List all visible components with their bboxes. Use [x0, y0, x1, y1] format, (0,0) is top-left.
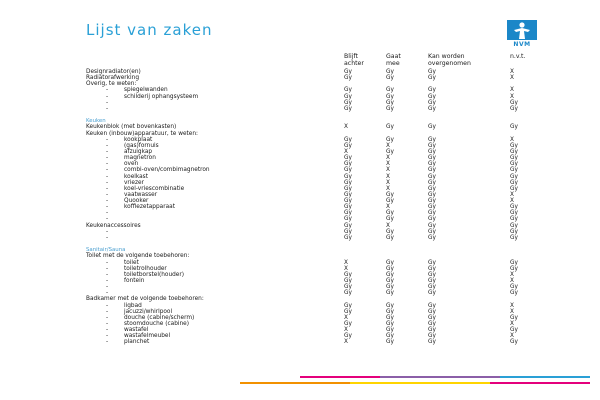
bullet-dash: - — [106, 234, 109, 241]
item-value: Gy — [386, 105, 394, 112]
item-value: Gy — [510, 99, 518, 106]
item-value: Gy — [386, 339, 394, 346]
item-value: Gy — [428, 320, 436, 327]
item-value: Gy — [344, 198, 352, 205]
item-value: Gy — [386, 228, 394, 235]
item-label: afzuigkap — [124, 148, 153, 155]
item-value: Gy — [386, 271, 394, 278]
item-value: Gy — [428, 339, 436, 346]
item-label: Designradiator(en) — [86, 69, 141, 75]
item-value: Gy — [386, 234, 394, 241]
item-value: Gy — [344, 69, 352, 75]
item-value: Gy — [428, 161, 436, 168]
item-value: Gy — [428, 308, 436, 315]
item-value: Gy — [344, 222, 352, 229]
item-label: Keukenaccessoires — [86, 222, 141, 229]
item-value: Gy — [344, 216, 352, 223]
item-value: Gy — [428, 93, 436, 100]
item-value: X — [344, 265, 348, 272]
item-value: Gy — [510, 124, 518, 131]
item-value: Gy — [344, 308, 352, 315]
bullet-dash: - — [106, 327, 109, 334]
item-label: magnetron — [124, 155, 156, 162]
item-value: Gy — [428, 191, 436, 198]
item-value: Gy — [510, 210, 518, 217]
item-value: Gy — [428, 142, 436, 149]
bullet-dash: - — [106, 155, 109, 162]
item-value: Gy — [428, 124, 436, 131]
item-value: Gy — [428, 99, 436, 106]
item-value: X — [386, 179, 390, 186]
item-value: Gy — [344, 136, 352, 143]
bullet-dash: - — [106, 204, 109, 211]
item-label: Badkamer met de volgende toebehoren: — [86, 296, 204, 303]
color-bar — [490, 382, 590, 384]
item-label: vriezer — [124, 179, 144, 186]
item-value: Gy — [344, 75, 352, 82]
item-value: Gy — [510, 314, 518, 321]
item-label: Keukenblok (met bovenkasten) — [86, 124, 177, 131]
item-label: (gas)fornuis — [124, 142, 159, 149]
item-value: Gy — [428, 234, 436, 241]
item-value: Gy — [428, 302, 436, 309]
item-value: Gy — [386, 75, 394, 82]
item-value: Gy — [428, 75, 436, 82]
item-value: X — [510, 302, 514, 309]
item-value: Gy — [428, 210, 436, 217]
item-value: Gy — [386, 333, 394, 340]
item-value: Gy — [428, 173, 436, 180]
item-value: Gy — [344, 99, 352, 106]
item-value: Gy — [510, 339, 518, 346]
item-value: Gy — [428, 198, 436, 205]
item-value: Gy — [344, 320, 352, 327]
item-value: Gy — [344, 271, 352, 278]
item-value: Gy — [386, 136, 394, 143]
bullet-dash: - — [106, 198, 109, 205]
item-value: Gy — [344, 191, 352, 198]
item-value: X — [510, 69, 514, 75]
color-bar — [350, 382, 490, 384]
color-bar — [500, 376, 590, 378]
item-label: koffiezetapparaat — [124, 204, 175, 211]
item-value: Gy — [344, 155, 352, 162]
item-value: Gy — [344, 284, 352, 291]
item-value: Gy — [386, 210, 394, 217]
item-value: Gy — [428, 204, 436, 211]
item-value: X — [386, 161, 390, 168]
item-value: Gy — [510, 142, 518, 149]
item-value: Gy — [386, 314, 394, 321]
item-value: Gy — [428, 105, 436, 112]
item-value: X — [510, 75, 514, 82]
item-value: Gy — [428, 136, 436, 143]
item-value: Gy — [344, 105, 352, 112]
item-value: Gy — [428, 222, 436, 229]
bullet-dash: - — [106, 136, 109, 143]
item-label: jacuzzi/whirlpool — [124, 308, 173, 315]
item-label: wastafelmeubel — [124, 333, 171, 340]
item-value: Gy — [510, 161, 518, 168]
item-value: Gy — [386, 327, 394, 334]
item-label: planchet — [124, 339, 150, 346]
item-value: Gy — [344, 210, 352, 217]
bullet-dash: - — [106, 93, 109, 100]
item-value: X — [344, 327, 348, 334]
item-value: X — [386, 204, 390, 211]
item-value: X — [386, 142, 390, 149]
item-value: Gy — [344, 204, 352, 211]
item-value: Gy — [344, 228, 352, 235]
item-value: Gy — [386, 124, 394, 131]
item-value: Gy — [510, 148, 518, 155]
bullet-dash: - — [106, 148, 109, 155]
item-value: X — [386, 222, 390, 229]
item-value: Gy — [428, 314, 436, 321]
item-value: Gy — [510, 204, 518, 211]
item-value: Gy — [428, 216, 436, 223]
item-value: Gy — [428, 228, 436, 235]
item-label: stoomdouche (cabine) — [124, 320, 189, 327]
item-value: Gy — [510, 216, 518, 223]
bullet-dash: - — [106, 167, 109, 174]
item-value: Gy — [344, 142, 352, 149]
bullet-dash: - — [106, 210, 109, 217]
item-value: Gy — [386, 284, 394, 291]
bullet-dash: - — [106, 216, 109, 223]
item-label: vaatwasser — [124, 191, 158, 198]
item-value: Gy — [386, 290, 394, 297]
item-value: X — [344, 314, 348, 321]
bullet-dash: - — [106, 185, 109, 192]
bullet-dash: - — [106, 271, 109, 278]
item-value: Gy — [428, 148, 436, 155]
item-label: koelkast — [124, 173, 148, 180]
item-value: Gy — [428, 327, 436, 334]
item-value: Gy — [386, 148, 394, 155]
item-value: Gy — [510, 222, 518, 229]
logo-text: NVM — [513, 41, 531, 48]
item-value: X — [510, 271, 514, 278]
section-heading: Keuken — [86, 117, 106, 124]
item-label: koel-vriescombinatie — [124, 185, 185, 192]
column-header: Kan worden overgenomen — [428, 53, 471, 68]
item-value: Gy — [386, 259, 394, 266]
nvm-logo — [507, 20, 537, 54]
bullet-dash: - — [106, 191, 109, 198]
item-value: X — [386, 173, 390, 180]
item-value: X — [510, 93, 514, 100]
item-value: Gy — [344, 278, 352, 284]
bullet-dash: - — [106, 320, 109, 327]
item-value: Gy — [510, 259, 518, 266]
item-value: X — [510, 333, 514, 340]
item-value: Gy — [428, 69, 436, 75]
item-value: Gy — [428, 259, 436, 266]
item-value: X — [344, 148, 348, 155]
item-value: Gy — [386, 308, 394, 315]
item-label: douche (cabine/scherm) — [124, 314, 195, 321]
item-label: spiegelwanden — [124, 87, 168, 94]
item-value: X — [510, 308, 514, 315]
item-value: Gy — [428, 179, 436, 186]
item-label: kookplaat — [124, 136, 153, 143]
section-heading: Sanitair/Sauna — [86, 247, 126, 254]
page-title: Lijst van zaken — [86, 21, 213, 39]
item-value: X — [510, 191, 514, 198]
item-value: Gy — [510, 327, 518, 334]
item-value: Gy — [510, 167, 518, 174]
item-value: Gy — [428, 271, 436, 278]
bullet-dash: - — [106, 99, 109, 106]
item-value: Gy — [344, 234, 352, 241]
color-bar — [300, 376, 380, 378]
bullet-dash: - — [106, 179, 109, 186]
item-value: Gy — [510, 290, 518, 297]
bullet-dash: - — [106, 339, 109, 346]
item-label: Radiatorafwerking — [86, 75, 140, 82]
bullet-dash: - — [106, 333, 109, 340]
item-value: Gy — [344, 333, 352, 340]
bullet-dash: - — [106, 314, 109, 321]
item-label: toiletrolhouder — [124, 265, 167, 272]
item-value: Gy — [510, 155, 518, 162]
bullet-dash: - — [106, 284, 109, 291]
item-value: Gy — [510, 228, 518, 235]
item-value: Gy — [386, 191, 394, 198]
item-value: Gy — [344, 93, 352, 100]
item-value: X — [386, 155, 390, 162]
item-label: toiletborstel(houder) — [124, 271, 185, 278]
bullet-dash: - — [106, 265, 109, 272]
item-value: Gy — [344, 185, 352, 192]
item-value: Gy — [428, 290, 436, 297]
item-value: X — [510, 278, 514, 284]
item-value: Gy — [386, 278, 394, 284]
bullet-dash: - — [106, 259, 109, 266]
item-value: Gy — [428, 167, 436, 174]
item-value: Gy — [510, 284, 518, 291]
item-value: Gy — [386, 87, 394, 94]
list-item — [86, 106, 536, 112]
color-bar — [380, 376, 500, 378]
item-label: Quooker — [124, 198, 149, 205]
bullet-dash: - — [106, 278, 109, 284]
item-label: Overig, te weten: — [86, 81, 137, 88]
item-value: Gy — [386, 93, 394, 100]
item-value: Gy — [510, 265, 518, 272]
item-value: Gy — [386, 216, 394, 223]
nvm-logo-icon — [507, 20, 537, 40]
item-value: Gy — [428, 333, 436, 340]
column-header: Gaat mee — [386, 53, 401, 68]
item-value: Gy — [386, 265, 394, 272]
item-label: schilderij ophangsysteem — [124, 93, 199, 100]
item-value: Gy — [344, 161, 352, 168]
item-value: Gy — [510, 185, 518, 192]
item-value: Gy — [386, 99, 394, 106]
item-label: wastafel — [124, 327, 149, 334]
item-value: Gy — [428, 87, 436, 94]
item-value: Gy — [344, 290, 352, 297]
list-item — [86, 235, 536, 241]
item-value: X — [510, 320, 514, 327]
item-value: Gy — [344, 87, 352, 94]
item-value: Gy — [428, 284, 436, 291]
item-label: ligbad — [124, 302, 142, 309]
item-value: X — [386, 185, 390, 192]
items-list — [86, 69, 536, 346]
item-value: Gy — [386, 198, 394, 205]
item-label: fontein — [124, 278, 145, 284]
item-value: X — [386, 167, 390, 174]
list-item — [86, 339, 536, 345]
item-label: toilet — [124, 259, 139, 266]
bullet-dash: - — [106, 161, 109, 168]
item-value: Gy — [344, 173, 352, 180]
bullet-dash: - — [106, 290, 109, 297]
bullet-dash: - — [106, 302, 109, 309]
item-value: Gy — [428, 278, 436, 284]
item-value: Gy — [510, 105, 518, 112]
bullet-dash: - — [106, 228, 109, 235]
item-value: Gy — [428, 185, 436, 192]
bullet-dash: - — [106, 142, 109, 149]
item-value: X — [344, 339, 348, 346]
item-value: X — [510, 87, 514, 94]
item-value: X — [344, 124, 348, 131]
item-value: X — [510, 136, 514, 143]
item-label: oven — [124, 161, 139, 168]
column-header: Blijft achter — [344, 53, 364, 68]
item-value: Gy — [344, 179, 352, 186]
column-header: n.v.t. — [510, 53, 526, 60]
item-value: X — [510, 198, 514, 205]
item-value: Gy — [386, 302, 394, 309]
bullet-dash: - — [106, 173, 109, 180]
item-value: Gy — [344, 302, 352, 309]
item-value: Gy — [386, 320, 394, 327]
item-value: Gy — [344, 167, 352, 174]
item-label: Keuken (inbouw)apparatuur, te weten: — [86, 130, 198, 137]
item-value: Gy — [386, 69, 394, 75]
item-value: Gy — [510, 234, 518, 241]
item-value: Gy — [428, 155, 436, 162]
bullet-dash: - — [106, 87, 109, 94]
item-label: combi-oven/combimagnetron — [124, 167, 210, 174]
item-value: Gy — [510, 173, 518, 180]
item-value: Gy — [510, 179, 518, 186]
item-value: Gy — [428, 265, 436, 272]
item-label: Toilet met de volgende toebehoren: — [86, 253, 190, 260]
bullet-dash: - — [106, 308, 109, 315]
bullet-dash: - — [106, 105, 109, 112]
item-value: X — [344, 259, 348, 266]
color-bar — [240, 382, 350, 384]
